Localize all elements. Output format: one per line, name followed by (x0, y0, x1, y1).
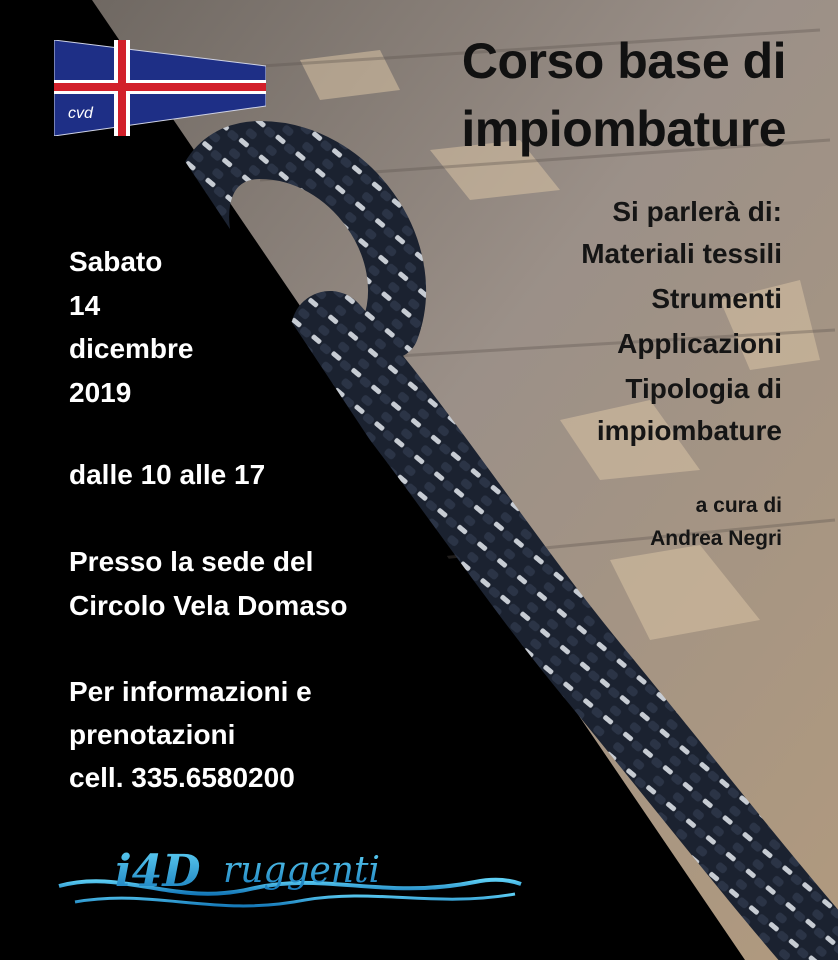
event-date-year: 2019 (69, 377, 132, 408)
svg-text:ruggenti: ruggenti (223, 850, 380, 891)
event-date-month: dicembre (69, 333, 194, 364)
event-location: Circolo Vela Domaso (69, 590, 348, 621)
topic-item: Materiali tessili (581, 238, 782, 269)
event-hours: dalle 10 alle 17 (69, 459, 266, 490)
topic-item: Applicazioni (617, 328, 782, 359)
event-date-day: Sabato (69, 246, 163, 277)
flag-label: cvd (68, 105, 93, 122)
event-info: prenotazioni (69, 719, 236, 750)
event-date-number: 14 (69, 290, 101, 321)
topic-item: impiombature (596, 415, 782, 446)
curator-label: a cura di (695, 494, 782, 517)
topic-item: Strumenti (651, 283, 782, 314)
curator-name: Andrea Negri (650, 527, 782, 550)
title-line-2: impiombature (461, 101, 786, 157)
title-line-1: Corso base di (461, 33, 786, 89)
svg-text:i4D: i4D (115, 846, 201, 897)
event-phone: cell. 335.6580200 (69, 762, 295, 793)
ruggenti-logo (55, 838, 525, 916)
topic-item: Tipologia di (625, 373, 782, 404)
event-location: Presso la sede del (69, 546, 314, 577)
topics-intro: Si parlerà di: (612, 196, 782, 227)
cvd-burgee-flag (54, 40, 266, 136)
event-info: Per informazioni e (69, 676, 312, 707)
